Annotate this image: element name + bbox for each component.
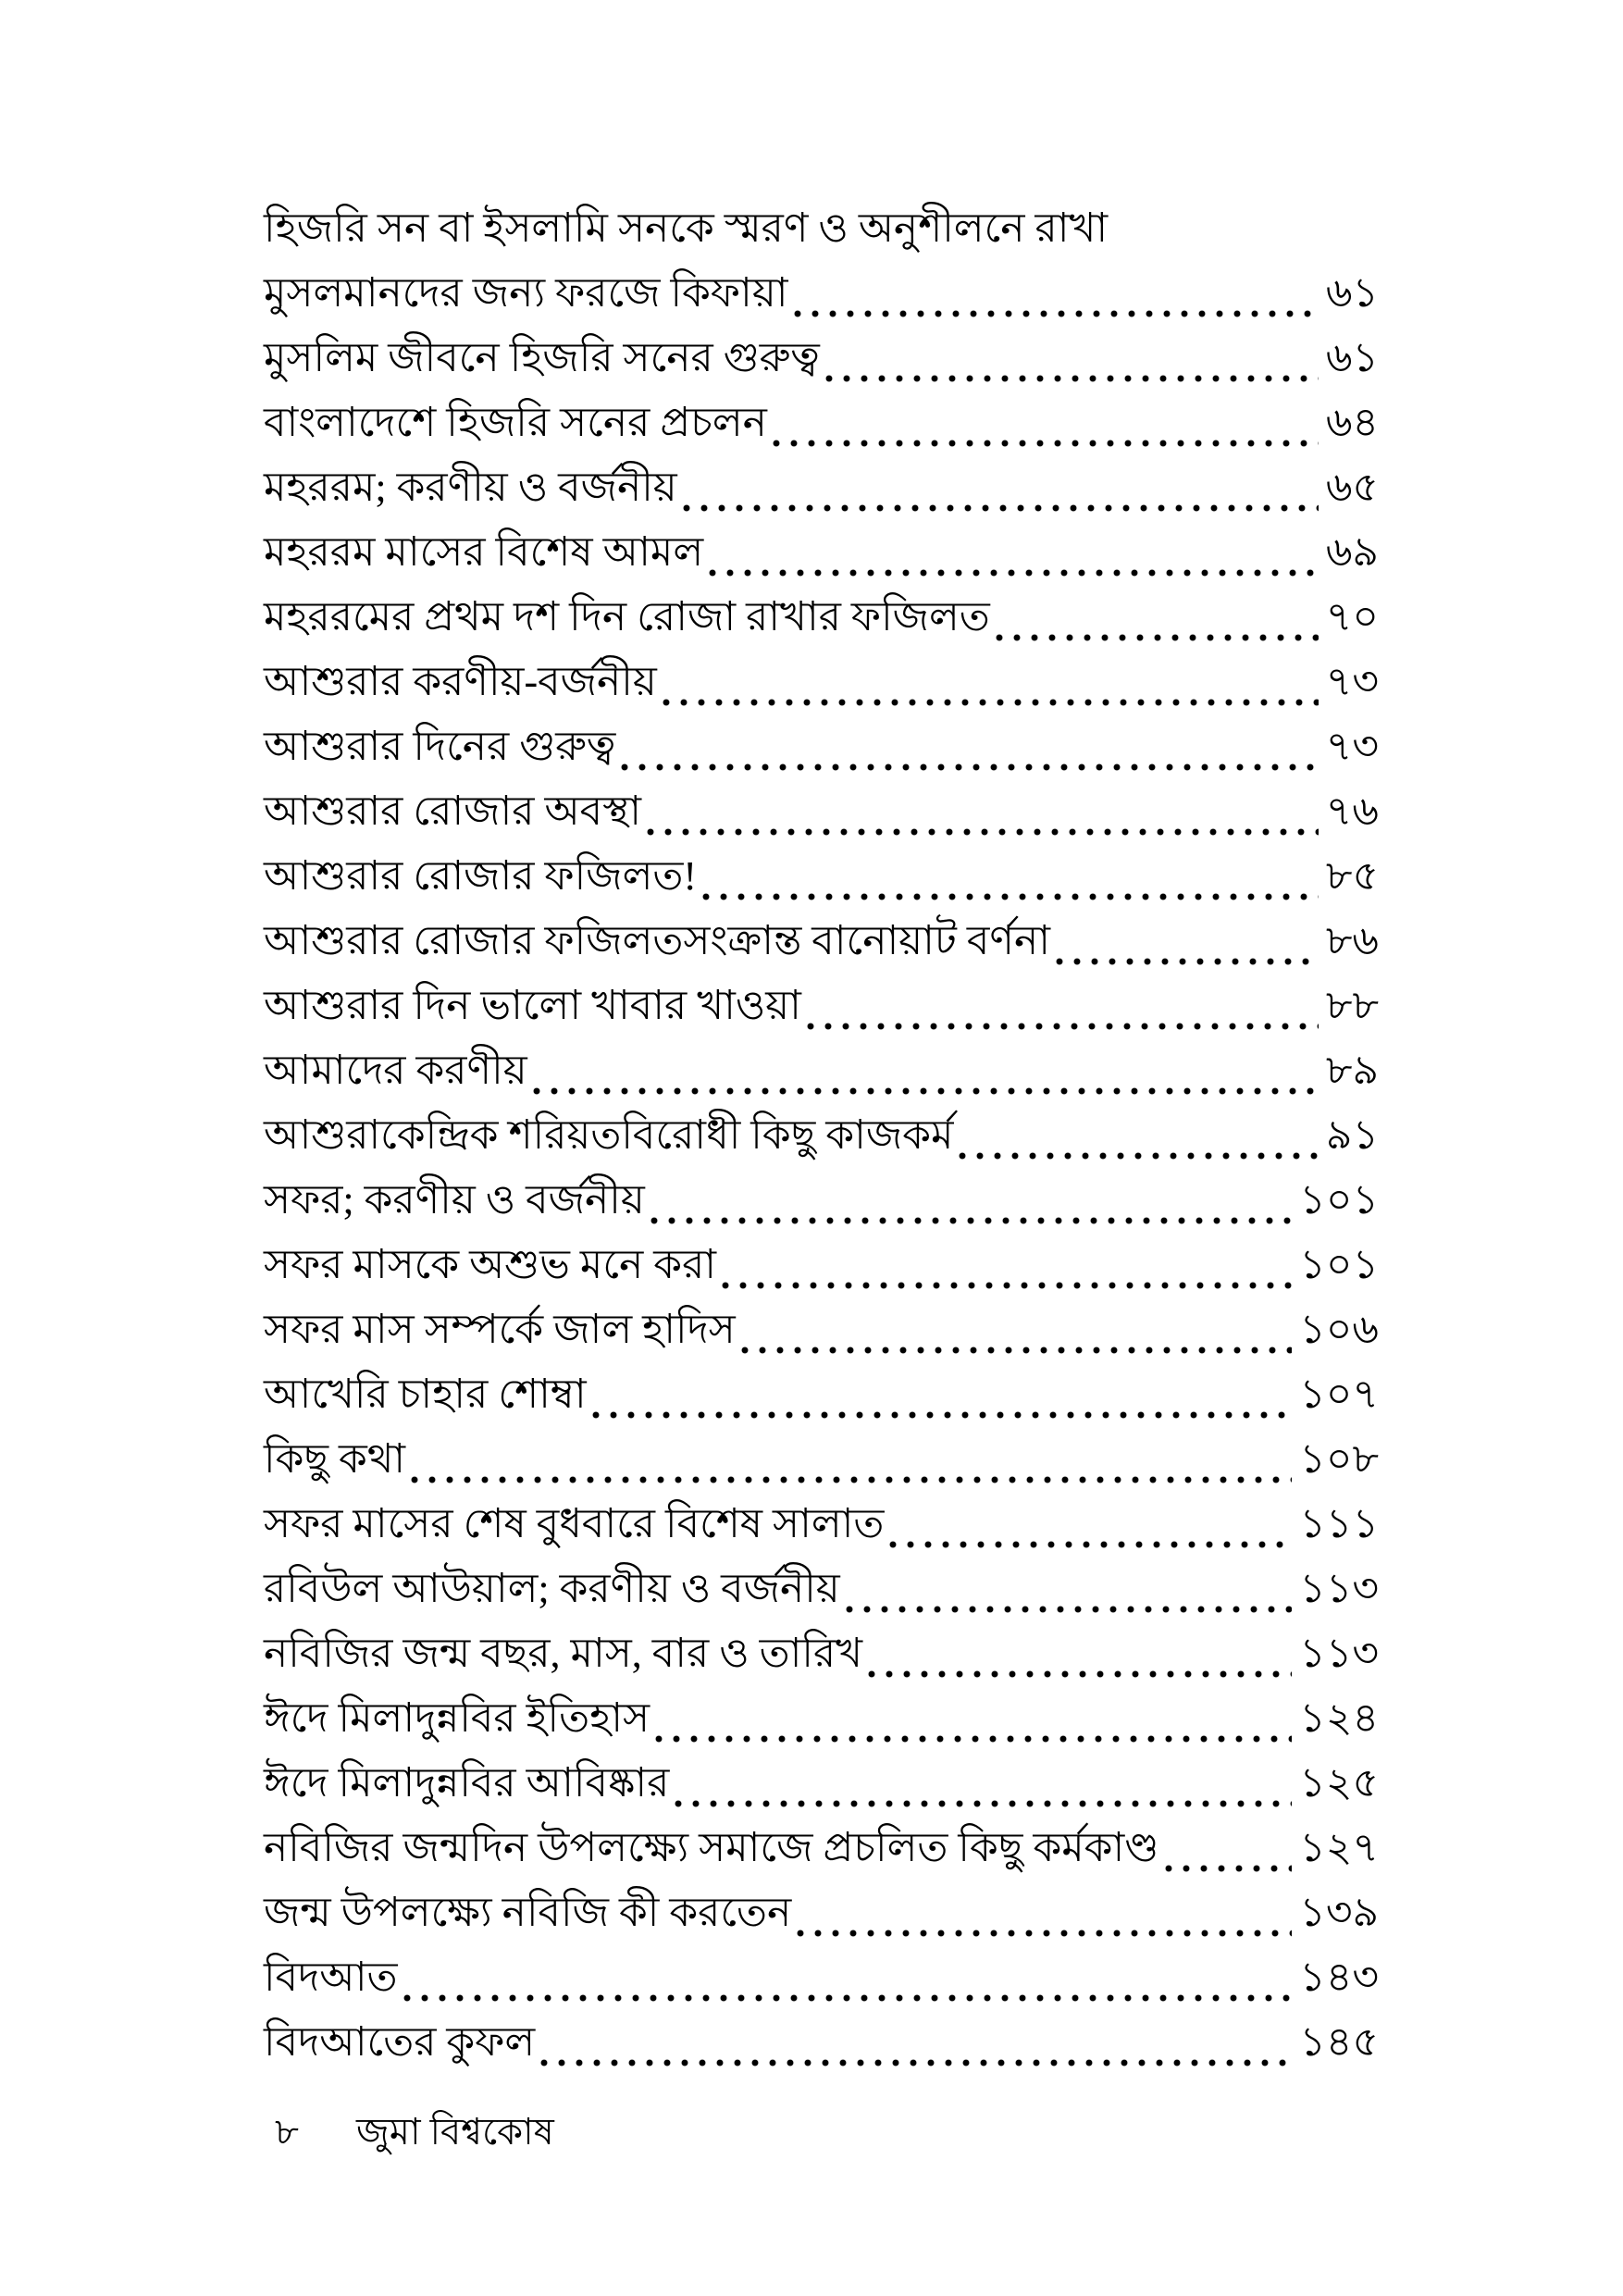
toc-entry-title: আশুরার দিন ভালো খাবার খাওয়া <box>264 983 801 1028</box>
dotted-leader <box>868 1670 1292 1678</box>
toc-entry-page-number: ৮৯ <box>1325 1048 1379 1093</box>
toc-entry <box>264 1752 1379 1817</box>
toc-entry-title: আশুরার দিনের গুরুত্ব <box>264 724 616 769</box>
toc-entry-page-number: ৬৯ <box>1325 529 1379 575</box>
toc-entry-page-number: ৮৬ <box>1325 918 1379 963</box>
toc-entry-title: বিদআতের কুফল <box>264 2019 536 2065</box>
toc-entry-title: আখেরি চাহার শোম্বা <box>264 1371 587 1417</box>
toc-entry-title: সফর মাসের শেষ বুধবারে বিশেষ সালাত <box>264 1501 885 1546</box>
dotted-leader <box>621 763 1318 771</box>
toc-entry <box>264 780 1379 845</box>
toc-entry-title: ঈদে মিলাদুন্নবির আবিষ্কার <box>264 1760 670 1806</box>
toc-entry-title: মুসলমানদের জন্য ফরজে কিফায়া <box>264 270 788 316</box>
toc-entry-page-number: ৭৩ <box>1325 659 1379 704</box>
toc-entry <box>264 1039 1379 1104</box>
dotted-leader <box>1165 1865 1293 1872</box>
dotted-leader <box>794 310 1319 317</box>
toc-entry-page-number: ৭৩ <box>1325 724 1379 769</box>
toc-entry-title: আশুরার করণীয়-বর্জনীয় <box>264 659 657 704</box>
dotted-leader <box>663 699 1319 706</box>
toc-entry-title: ঈদে মিলাদুন্নবির ইতিহাস <box>264 1695 650 1741</box>
toc-entry <box>264 521 1379 586</box>
toc-entry-page-number: ১৪৫ <box>1299 2019 1379 2065</box>
toc-entry-page-number: ১২৪ <box>1299 1695 1379 1741</box>
toc-entry-page-number: ১০১ <box>1299 1177 1379 1222</box>
dotted-leader <box>592 1411 1293 1419</box>
toc-entry <box>264 262 1379 327</box>
toc-entry-title: কিছু কথা <box>264 1436 406 1482</box>
toc-entry-title: সফর মাসকে অশুভ মনে করা <box>264 1242 717 1287</box>
toc-entry-title: সফর; করণীয় ও বর্জনীয় <box>264 1177 645 1222</box>
dotted-leader <box>675 1800 1292 1807</box>
footer-page-number: ৮ <box>275 2111 299 2153</box>
toc-entry-page-number: ৬১ <box>1325 270 1379 316</box>
toc-entry <box>264 651 1379 715</box>
toc-entry-title: মহররম মাসের বিশেষ আমল <box>264 529 704 575</box>
toc-entry-page-number: ১০৮ <box>1299 1436 1379 1482</box>
toc-entry-page-number: ৮৫ <box>1325 853 1379 899</box>
toc-entry <box>264 456 1379 521</box>
toc-entry-page-number: ৬৪ <box>1325 400 1379 445</box>
dotted-leader <box>650 1217 1293 1224</box>
toc-entry-title: আমাদের করণীয় <box>264 1048 527 1093</box>
dotted-leader <box>959 1152 1318 1160</box>
toc-entry <box>264 845 1379 910</box>
toc-entry-title: হিজরি সন বা ইসলামি সনকে স্মরণ ও অনুশীলনে রাখা <box>264 205 1109 251</box>
toc-entry <box>264 391 1379 456</box>
toc-entry <box>264 1817 1379 1881</box>
footer-book-title: জুমা বিশ্বকোষ <box>355 2111 554 2153</box>
toc-entry <box>264 1558 1379 1622</box>
toc-entry-page-number: ৯১ <box>1325 1112 1379 1158</box>
page-footer <box>275 2103 554 2165</box>
toc-entry-title: আশুরার রোজার ফজিলতসংক্রান্ত বানোয়াট বর্ণনা <box>264 918 1051 963</box>
dotted-leader <box>683 504 1319 512</box>
dotted-leader <box>1056 958 1319 965</box>
toc-entry-title: আশুরাকেন্দ্রিক শরিয়তবিরোধী কিছু কাজকর্ম <box>264 1112 954 1158</box>
dotted-leader <box>647 828 1319 836</box>
dotted-leader <box>996 634 1319 641</box>
toc-entry-title: মহররমের প্রথম দশ দিন রোজা রাখার ফজিলত <box>264 594 990 639</box>
dotted-leader <box>825 375 1319 382</box>
toc-entry-page-number: ১২৭ <box>1299 1825 1379 1870</box>
toc-entry-page-number: ৬৫ <box>1325 465 1379 510</box>
toc-entry-page-number: ১৩৯ <box>1299 1890 1379 1935</box>
dotted-leader <box>773 440 1319 447</box>
toc-entry-title: আশুরার রোজার ফজিলত! <box>264 853 698 899</box>
toc-entry-title: মুসলিম জীবনে হিজরি সনের গুরুত্ব <box>264 335 820 380</box>
toc-entry <box>264 1363 1379 1428</box>
toc-entry-title: আশুরার রোজার অবস্থা <box>264 788 641 834</box>
toc-entry-title: বিদআত <box>264 1955 398 2000</box>
toc-entry <box>264 974 1379 1039</box>
toc-entry <box>264 715 1379 780</box>
dotted-leader <box>889 1541 1292 1548</box>
dotted-leader <box>807 1023 1319 1030</box>
toc-list <box>264 197 1379 2076</box>
toc-entry-page-number: ১১১ <box>1299 1501 1379 1546</box>
toc-entry-title: বাংলাদেশে হিজরি সনের প্রচলন <box>264 400 767 445</box>
toc-entry <box>264 327 1379 391</box>
toc-entry <box>264 1687 1379 1752</box>
toc-entry-page-number: ১৪৩ <box>1299 1955 1379 2000</box>
toc-entry-title: সফর মাস সম্পর্কে জাল হাদিস <box>264 1307 736 1352</box>
toc-entry <box>264 1493 1379 1558</box>
toc-entry-title: নবিজির জন্মদিন উপলক্ষ্যে সমাজে প্রচলিত কিছু কর্মকাণ্ড <box>264 1825 1159 1870</box>
toc-entry-page-number: ৭৬ <box>1325 788 1379 834</box>
toc-entry-page-number: ১০১ <box>1299 1242 1379 1287</box>
toc-entry <box>264 1946 1379 2011</box>
toc-entry <box>264 2011 1379 2076</box>
dotted-leader <box>411 1476 1292 1483</box>
toc-entry-page-number: ৮৮ <box>1325 983 1379 1028</box>
toc-entry-page-number: ১১৩ <box>1299 1566 1379 1611</box>
dotted-leader <box>403 1994 1293 2002</box>
toc-entry-title: জন্ম উপলক্ষ্যে নবিজি কী করতেন <box>264 1890 792 1935</box>
toc-entry <box>264 1622 1379 1687</box>
dotted-leader <box>741 1347 1292 1354</box>
toc-entry <box>264 1428 1379 1493</box>
toc-entry <box>264 1234 1379 1298</box>
dotted-leader <box>533 1087 1319 1095</box>
dotted-leader <box>722 1282 1292 1289</box>
dotted-leader <box>702 893 1319 900</box>
toc-entry <box>264 1881 1379 1946</box>
toc-entry <box>264 910 1379 974</box>
toc-entry <box>264 1169 1379 1234</box>
toc-entry-title: রবিউল আউয়াল; করণীয় ও বর্জনীয় <box>264 1566 840 1611</box>
toc-entry <box>264 1298 1379 1363</box>
toc-entry-title: মহররম; করণীয় ও বর্জনীয় <box>264 465 677 510</box>
toc-entry-page-number: ৬১ <box>1325 335 1379 380</box>
dotted-leader <box>709 569 1319 577</box>
dotted-leader <box>846 1606 1293 1613</box>
toc-entry-page-number: ১১৩ <box>1299 1631 1379 1676</box>
toc-entry-page-number: ১০৬ <box>1299 1307 1379 1352</box>
toc-entry <box>264 1104 1379 1169</box>
toc-entry-page-number: ৭০ <box>1325 594 1379 639</box>
dotted-leader <box>540 2059 1292 2066</box>
dotted-leader <box>655 1735 1292 1743</box>
dotted-leader <box>797 1930 1292 1937</box>
toc-entry-wrap-line <box>264 197 1379 262</box>
toc-entry-page-number: ১০৭ <box>1299 1371 1379 1417</box>
toc-entry-page-number: ১২৫ <box>1299 1760 1379 1806</box>
toc-entry <box>264 586 1379 651</box>
toc-entry-title: নবিজির জন্ম বছর, মাস, বার ও তারিখ <box>264 1631 863 1676</box>
